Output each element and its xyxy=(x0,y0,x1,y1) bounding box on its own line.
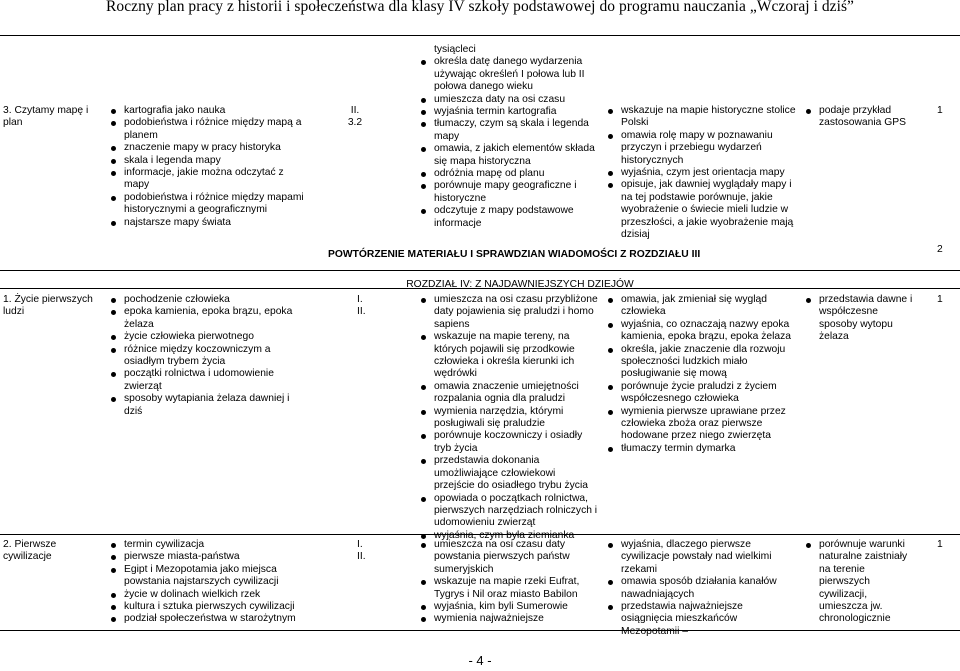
req-item: II. xyxy=(357,551,366,563)
list-item: podział społeczeństwa w starożytnym xyxy=(110,613,305,625)
row1-outstanding-list xyxy=(805,105,915,130)
list-item: porównuje życie praludzi z życiem współczesnego człowieka xyxy=(607,381,792,406)
list-item: wyjaśnia, co oznaczają nazwy epoka kamienia, epoka brązu, epoka żelaza xyxy=(607,319,792,344)
list-item: skala i legenda mapy xyxy=(110,155,305,167)
list-item: przedstawia najważniejsze osiągnięcia mieszkańców Mezopotamii – xyxy=(607,601,792,638)
req-item: II. xyxy=(350,105,360,116)
list-item: epoka kamienia, epoka brązu, epoka żelaza xyxy=(110,306,300,331)
row2-topic: 1. Życie pierwszych ludzi xyxy=(3,294,93,318)
rule-top xyxy=(0,35,960,36)
list-item: tłumaczy, czym są skala i legenda mapy xyxy=(420,118,600,143)
review-hours: 2 xyxy=(937,244,943,255)
list-item: sposoby wytapiania żelaza dawniej i dziś xyxy=(110,393,300,418)
row2-hours: 1 xyxy=(937,294,943,305)
list-item: opisuje, jak dawniej wyglądały mapy i na tej podstawie porównuje, jakie wyobrażenie o świecie mieli ludzie w przeszłości, a jakie wyobrażenie mają dzisiaj xyxy=(607,179,797,241)
list-item: omawia, z jakich elementów składa się mapa historyczna xyxy=(420,143,600,168)
row3-hours: 1 xyxy=(937,539,943,550)
list-item: podaje przykład zastosowania GPS xyxy=(805,105,915,130)
list-item: wskazuje na mapie historyczne stolice Polski xyxy=(607,105,797,130)
list-item: porównuje koczowniczy i osiadły tryb życia xyxy=(420,430,598,455)
list-item: tysiącleci xyxy=(434,44,476,55)
list-item: pochodzenie człowieka xyxy=(110,294,300,306)
page-header: Roczny plan pracy z historii i społeczeństwa dla klasy IV szkoły podstawowej do programu nauczania „Wczoraj i dziś” xyxy=(106,0,854,15)
list-item: życie w dolinach wielkich rzek xyxy=(110,589,305,601)
list-item: wyjaśnia, dlaczego pierwsze cywilizacje powstały nad wielkimi rzekami xyxy=(607,539,792,576)
list-item: omawia, jak zmieniał się wygląd człowieka xyxy=(607,294,792,319)
list-item: porównuje warunki naturalne zaistniały na terenie pierwszych cywilizacji, umieszcza jw. chronologicznie xyxy=(805,539,915,626)
row3-extended-list xyxy=(607,539,792,638)
row1-topic: 3. Czytamy mapę i plan xyxy=(3,105,89,129)
list-item: informacje, jakie można odczytać z mapy xyxy=(110,167,305,192)
list-item: kultura i sztuka pierwszych cywilizacji xyxy=(110,601,305,613)
row1-requirements xyxy=(335,105,375,130)
page-number: - 4 - xyxy=(468,653,492,668)
list-item: odróżnia mapę od planu xyxy=(420,168,600,180)
row1-basic-list xyxy=(420,44,600,230)
req-item: I. xyxy=(357,294,363,305)
list-item: życie człowieka pierwotnego xyxy=(110,331,300,343)
list-item: wyjaśnia termin kartografia xyxy=(420,106,600,118)
list-item: przedstawia dawne i współczesne sposoby wytopu żelaza xyxy=(805,294,915,344)
list-item: umieszcza na osi czasu przybliżone daty pojawienia się praludzi i homo sapiens xyxy=(420,294,598,331)
list-item: wymienia pierwsze uprawiane przez człowieka zboża oraz pierwsze hodowane przez niego zwierzęta xyxy=(607,406,792,443)
row3-topic: 2. Pierwsze cywilizacje xyxy=(3,539,57,563)
list-item: wyjaśnia, czym była ziemianka xyxy=(420,530,598,542)
list-item: podobieństwa i różnice między mapami historycznymi a geograficznymi xyxy=(110,192,305,217)
list-item: wyjaśnia, czym jest orientacja mapy xyxy=(607,167,797,179)
row2-requirements xyxy=(357,294,387,319)
list-item: kartografia jako nauka xyxy=(110,105,305,117)
req-item: II. xyxy=(357,306,366,318)
req-item: I. xyxy=(357,539,363,550)
review-label: POWTÓRZENIE MATERIAŁU I SPRAWDZIAN WIADOMOŚCI Z ROZDZIAŁU III xyxy=(328,249,701,260)
list-item: opowiada o początkach rolnictwa, pierwszych narzędziach rolniczych i udomowieniu zwierząt xyxy=(420,493,598,530)
row3-requirements xyxy=(357,539,387,564)
list-item: odczytuje z mapy podstawowe informacje xyxy=(420,205,600,230)
list-item: znaczenie mapy w pracy historyka xyxy=(110,142,305,154)
list-item: umieszcza daty na osi czasu xyxy=(420,94,600,106)
list-item: podobieństwa i różnice między mapą a planem xyxy=(110,117,305,142)
list-item: wymienia najważniejsze xyxy=(420,613,600,625)
list-item: omawia sposób działania kanałów nawadniających xyxy=(607,576,792,601)
row1-hours: 1 xyxy=(937,105,943,116)
list-item: tłumaczy termin dymarka xyxy=(607,443,792,455)
list-item: przedstawia dokonania umożliwiające człowiekowi przejście do osiadłego trybu życia xyxy=(420,455,598,492)
list-item: wyjaśnia, kim byli Sumerowie xyxy=(420,601,600,613)
list-item: wymienia narzędzia, którymi posługiwali się praludzie xyxy=(420,406,598,431)
row1-extended-list xyxy=(607,105,797,241)
req-item: 3.2 xyxy=(347,117,363,129)
list-item: różnice między koczowniczym a osiadłym trybem życia xyxy=(110,344,300,369)
row2-extended-list xyxy=(607,294,792,455)
list-item: określa, jakie znaczenie dla rozwoju społeczności ludzkich miało posługiwanie się mową xyxy=(607,344,792,381)
rule-bottom xyxy=(0,630,960,631)
row1-content-list xyxy=(110,105,305,229)
row3-outstanding-list xyxy=(805,539,915,626)
row2-basic-list xyxy=(420,294,598,542)
row2-content-list xyxy=(110,294,300,418)
list-item: najstarsze mapy świata xyxy=(110,217,305,229)
row3-basic-list xyxy=(420,539,600,626)
list-item: termin cywilizacja xyxy=(110,539,305,551)
list-item: omawia znaczenie umiejętności rozpalania ognia dla praludzi xyxy=(420,381,598,406)
list-item: umieszcza na osi czasu daty powstania pierwszych państw sumeryjskich xyxy=(420,539,600,576)
list-item: początki rolnictwa i udomowienie zwierząt xyxy=(110,368,300,393)
list-item: wskazuje na mapie rzeki Eufrat, Tygrys i Nil oraz miasto Babilon xyxy=(420,576,600,601)
list-item: porównuje mapy geograficzne i historyczne xyxy=(420,180,600,205)
list-item: wskazuje na mapie tereny, na których pojawili się przodkowie człowieka i określa kierunki ich wędrówki xyxy=(420,331,598,381)
list-item: pierwsze miasta-państwa xyxy=(110,551,305,563)
list-item: Egipt i Mezopotamia jako miejsca powstania najstarszych cywilizacji xyxy=(110,564,305,589)
rule-row1-bottom xyxy=(0,270,960,271)
row2-outstanding-list xyxy=(805,294,915,344)
chapter-title: ROZDZIAŁ IV: Z NAJDAWNIEJSZYCH DZIEJÓW xyxy=(406,279,634,290)
list-item: omawia rolę mapy w poznawaniu przyczyn i przebiegu wydarzeń historycznych xyxy=(607,130,797,167)
row3-content-list xyxy=(110,539,305,626)
list-item: określa datę danego wydarzenia używając określeń I połowa lub II połowa danego wieku xyxy=(420,56,600,93)
